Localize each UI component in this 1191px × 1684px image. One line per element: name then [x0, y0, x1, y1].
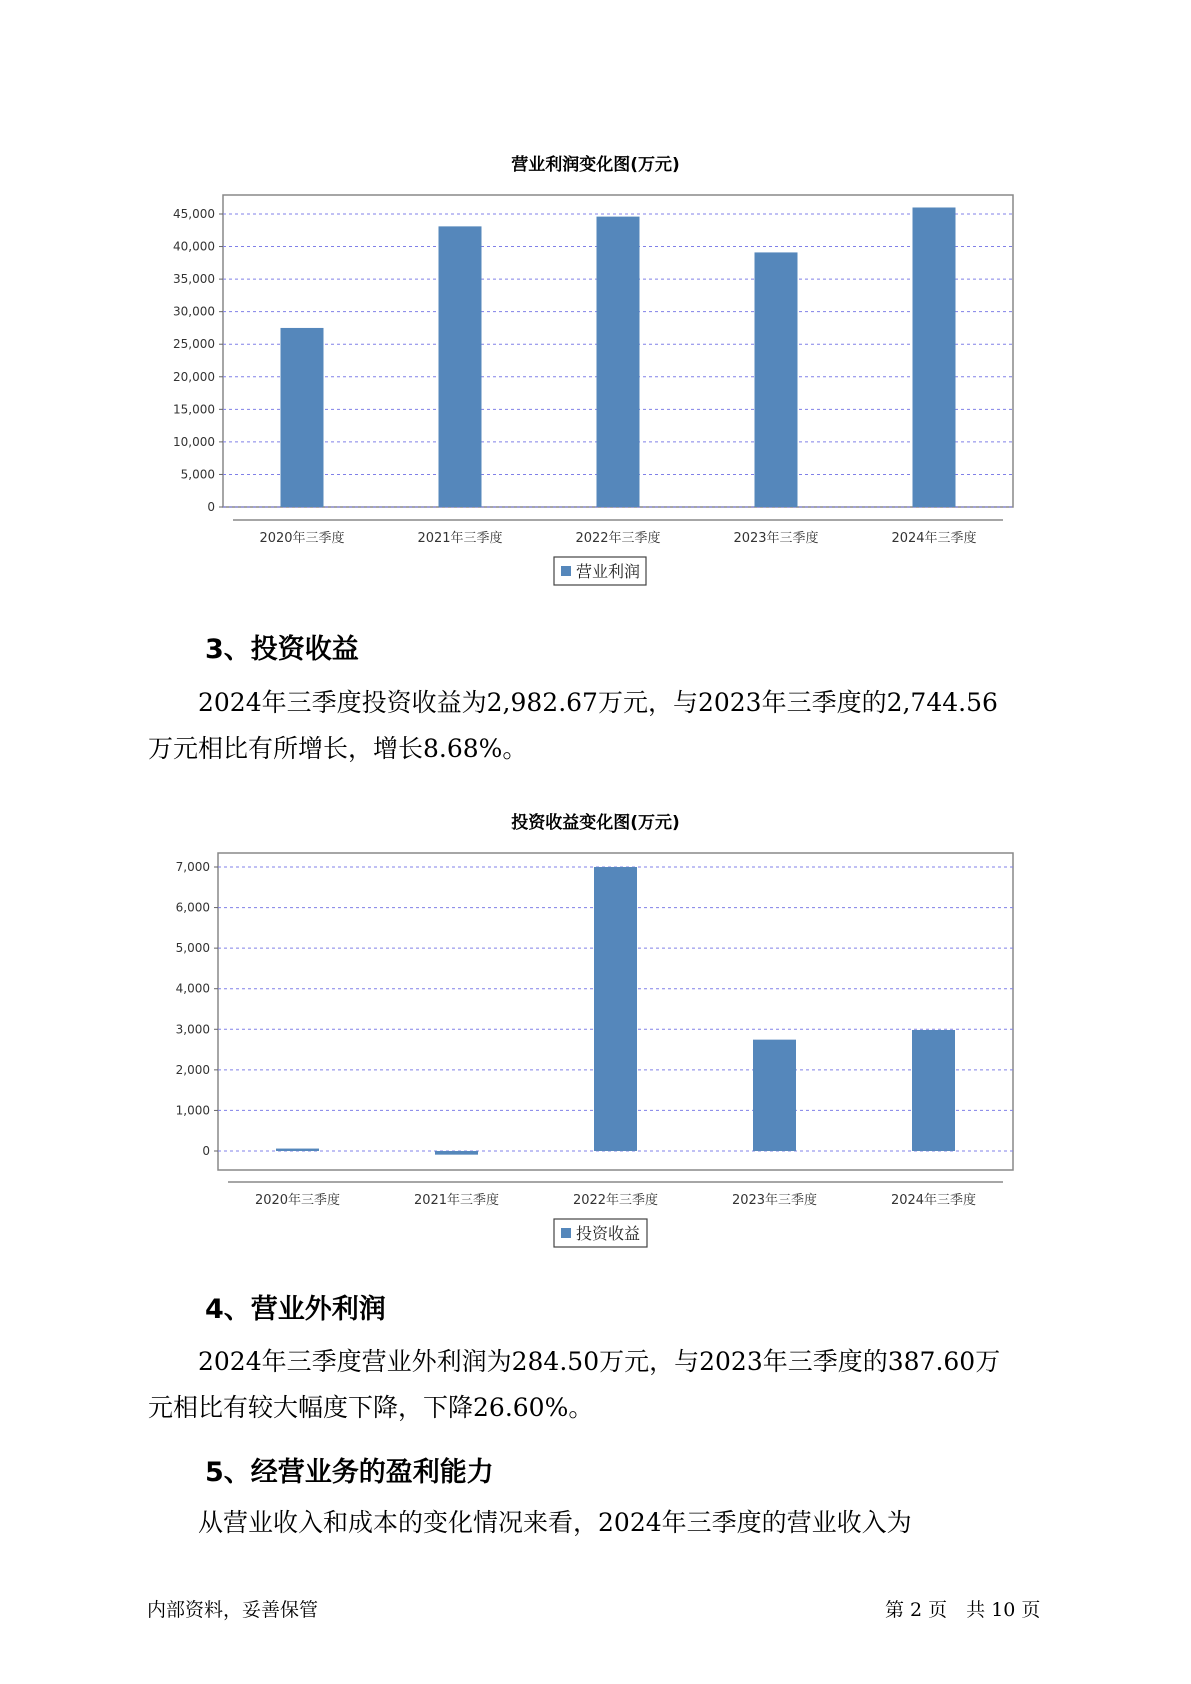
non-operating-profit-paragraph	[148, 1339, 1048, 1431]
footer-confidential-note: 内部资料，妥善保管	[147, 1599, 319, 1621]
legend-swatch	[561, 566, 571, 576]
bar	[912, 1030, 955, 1151]
y-tick-label: 5,000	[175, 941, 210, 956]
x-tick-label: 2020年三季度	[259, 531, 345, 546]
bar	[913, 207, 956, 507]
section-heading-non-operating-profit: 4、营业外利润	[205, 1294, 386, 1325]
paragraph-line: 从营业收入和成本的变化情况来看，2024年三季度的营业收入为	[198, 1508, 912, 1537]
y-tick-label: 15,000	[173, 402, 215, 417]
legend-swatch	[561, 1228, 571, 1238]
section-heading-profitability: 5、经营业务的盈利能力	[205, 1457, 494, 1488]
y-tick-label: 2,000	[175, 1062, 210, 1077]
paragraph-line: 万元相比有所增长，增长8.68%。	[148, 734, 528, 763]
x-tick-label: 2023年三季度	[733, 531, 819, 546]
invest-chart	[0, 845, 1191, 1255]
invest-chart-title: 投资收益变化图(万元)	[511, 813, 680, 833]
x-tick-label: 2024年三季度	[891, 531, 977, 546]
y-tick-label: 20,000	[173, 369, 215, 384]
paragraph-line: 2024年三季度投资收益为2,982.67万元，与2023年三季度的2,744.56	[198, 688, 998, 717]
legend-label: 投资收益	[576, 1224, 641, 1243]
bar	[439, 226, 482, 507]
profit-chart-title: 营业利润变化图(万元)	[511, 155, 680, 175]
paragraph-line: 2024年三季度营业外利润为284.50万元，与2023年三季度的387.60万	[198, 1347, 1001, 1376]
profitability-paragraph	[148, 1500, 1048, 1546]
bar	[755, 252, 798, 507]
y-tick-label: 5,000	[180, 467, 215, 482]
bar	[281, 328, 324, 507]
bar	[753, 1040, 796, 1151]
y-tick-label: 45,000	[173, 207, 215, 221]
investment-income-paragraph	[148, 680, 1048, 772]
y-tick-label: 25,000	[173, 337, 215, 352]
section-heading-investment-income: 3、投资收益	[205, 634, 359, 665]
x-tick-label: 2022年三季度	[572, 1193, 659, 1208]
legend-label: 营业利润	[576, 562, 641, 581]
y-tick-label: 40,000	[173, 239, 215, 254]
y-tick-label: 3,000	[175, 1022, 210, 1037]
bar	[435, 1151, 478, 1155]
y-tick-label: 0	[202, 1144, 210, 1158]
x-tick-label: 2020年三季度	[254, 1193, 341, 1208]
y-tick-label: 6,000	[175, 900, 210, 915]
x-tick-label: 2024年三季度	[890, 1193, 977, 1208]
bar	[276, 1149, 319, 1151]
y-tick-label: 0	[207, 500, 215, 514]
y-tick-label: 4,000	[175, 981, 210, 996]
profit-chart	[0, 185, 1191, 595]
x-tick-label: 2021年三季度	[413, 1193, 500, 1208]
y-tick-label: 35,000	[173, 272, 215, 287]
bar	[597, 217, 640, 507]
y-tick-label: 30,000	[173, 304, 215, 319]
paragraph-line: 元相比有较大幅度下降，下降26.60%。	[148, 1393, 594, 1422]
y-tick-label: 10,000	[173, 434, 215, 449]
x-tick-label: 2021年三季度	[417, 531, 503, 546]
y-tick-label: 1,000	[175, 1103, 210, 1118]
bar	[594, 867, 637, 1151]
x-tick-label: 2023年三季度	[731, 1193, 818, 1208]
x-tick-label: 2022年三季度	[575, 531, 661, 546]
footer-page-number: 第 2 页 共 10 页	[885, 1599, 1041, 1621]
y-tick-label: 7,000	[175, 860, 210, 874]
